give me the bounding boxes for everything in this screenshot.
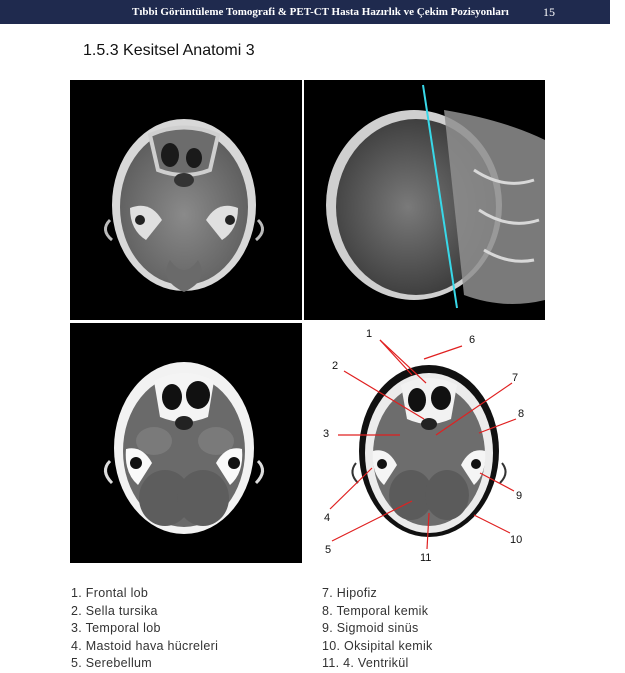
legend-item: 2. Sella tursika bbox=[71, 603, 158, 618]
page-number: 15 bbox=[543, 5, 555, 19]
label-8: 8 bbox=[518, 408, 525, 420]
label-11: 11 bbox=[420, 552, 432, 564]
label-5: 5 bbox=[325, 544, 332, 556]
label-1: 1 bbox=[366, 328, 373, 340]
legend-item: 9. Sigmoid sinüs bbox=[322, 621, 419, 636]
legend-item: 11. 4. Ventrikül bbox=[322, 656, 409, 671]
label-2: 2 bbox=[332, 360, 339, 372]
label-3: 3 bbox=[323, 428, 330, 440]
label-6: 6 bbox=[469, 334, 476, 346]
label-10: 10 bbox=[510, 534, 523, 546]
legend-item: 1. Frontal lob bbox=[71, 586, 149, 600]
ct-image-bone-window bbox=[70, 80, 302, 320]
axial-bone-window-ct-image bbox=[70, 80, 302, 320]
header-edge bbox=[610, 0, 618, 24]
legend-item: 4. Mastoid hava hücreleri bbox=[71, 638, 219, 653]
lateral-scout-ct-image bbox=[304, 80, 545, 320]
scout-image bbox=[304, 80, 545, 320]
legend-item: 8. Temporal kemik bbox=[322, 603, 429, 618]
ct-image-brain-window bbox=[70, 323, 302, 563]
legend-right bbox=[322, 585, 433, 673]
label-7: 7 bbox=[512, 372, 519, 384]
label-4: 4 bbox=[324, 512, 331, 524]
annotated-ct-diagram bbox=[304, 323, 545, 568]
legend-item: 5. Serebellum bbox=[71, 656, 153, 671]
legend-item: 3. Temporal lob bbox=[71, 621, 161, 636]
label-9: 9 bbox=[516, 490, 523, 502]
legend-left bbox=[71, 585, 218, 673]
section-title: 1.5.3 Kesitsel Anatomi 3 bbox=[83, 42, 255, 59]
page-header bbox=[0, 0, 618, 24]
annotated-axial-ct-image bbox=[304, 323, 545, 568]
legend-item: 10. Oksipital kemik bbox=[322, 638, 433, 653]
axial-brain-window-ct-image bbox=[70, 323, 302, 563]
header-title: Tıbbi Görüntüleme Tomografi & PET-CT Hasta Hazırlık ve Çekim Pozisyonları bbox=[132, 6, 509, 18]
legend-item: 7. Hipofiz bbox=[322, 586, 378, 600]
